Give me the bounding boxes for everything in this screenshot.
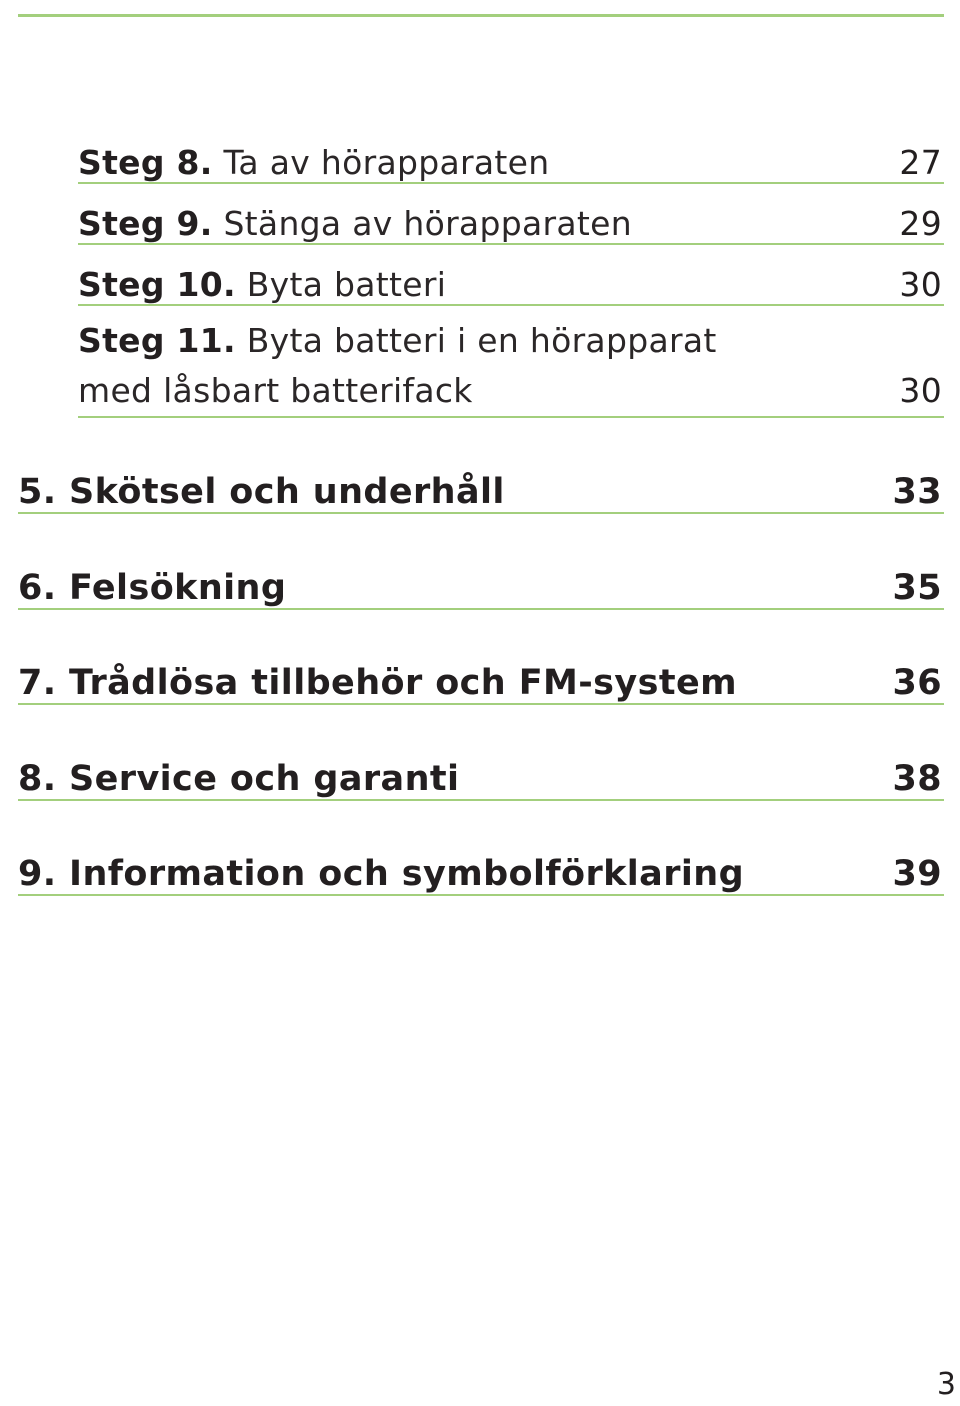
toc-entry-title: 8. Service och garanti: [18, 759, 460, 799]
toc-entry-lead: Steg 9.: [78, 204, 213, 243]
toc-entry-page: 27: [899, 143, 942, 182]
toc-entry-page: 30: [899, 265, 942, 304]
toc-entry-chapter-8[interactable]: [18, 735, 944, 801]
toc-entry-title-continued: med låsbart batterifack: [78, 371, 473, 410]
toc-entry-title: Byta batteri i en hörapparat: [246, 321, 717, 360]
toc-entry-page: 35: [892, 568, 942, 608]
toc-entry-chapter-7[interactable]: [18, 639, 944, 705]
toc-entry-title: 5. Skötsel och underhåll: [18, 472, 505, 512]
toc-entry-title: Stänga av hörapparaten: [223, 204, 632, 243]
toc-entry-title: 7. Trådlösa tillbehör och FM-system: [18, 663, 737, 703]
top-divider: [18, 14, 944, 17]
toc-entry-chapter-9[interactable]: [18, 830, 944, 896]
toc-entry-title: 9. Information och symbolförklaring: [18, 854, 745, 894]
toc-entry-page: 38: [892, 759, 942, 799]
toc-entry-chapter-5[interactable]: [18, 448, 944, 514]
toc-entry-chapter-6[interactable]: [18, 544, 944, 610]
toc-entry-title: Ta av hörapparaten: [223, 143, 550, 182]
toc-entry-steg-9[interactable]: [78, 188, 944, 245]
toc-entry-steg-10[interactable]: [78, 248, 944, 306]
toc-entry-steg-11[interactable]: [78, 310, 944, 418]
page-number: 3: [936, 1367, 956, 1402]
toc-entry-steg-8[interactable]: [78, 128, 944, 184]
toc-entry-page: 33: [892, 472, 942, 512]
toc-entry-title: Byta batteri: [246, 265, 447, 304]
toc-entry-lead: Steg 10.: [78, 265, 236, 304]
toc-entry-title: 6. Felsökning: [18, 568, 287, 608]
toc-entry-page: 30: [899, 371, 942, 410]
toc-entry-page: 29: [899, 204, 942, 243]
toc-entry-lead: Steg 8.: [78, 143, 213, 182]
toc-entry-page: 39: [892, 854, 942, 894]
toc-entry-page: 36: [892, 663, 942, 703]
toc-entry-lead: Steg 11.: [78, 321, 236, 360]
